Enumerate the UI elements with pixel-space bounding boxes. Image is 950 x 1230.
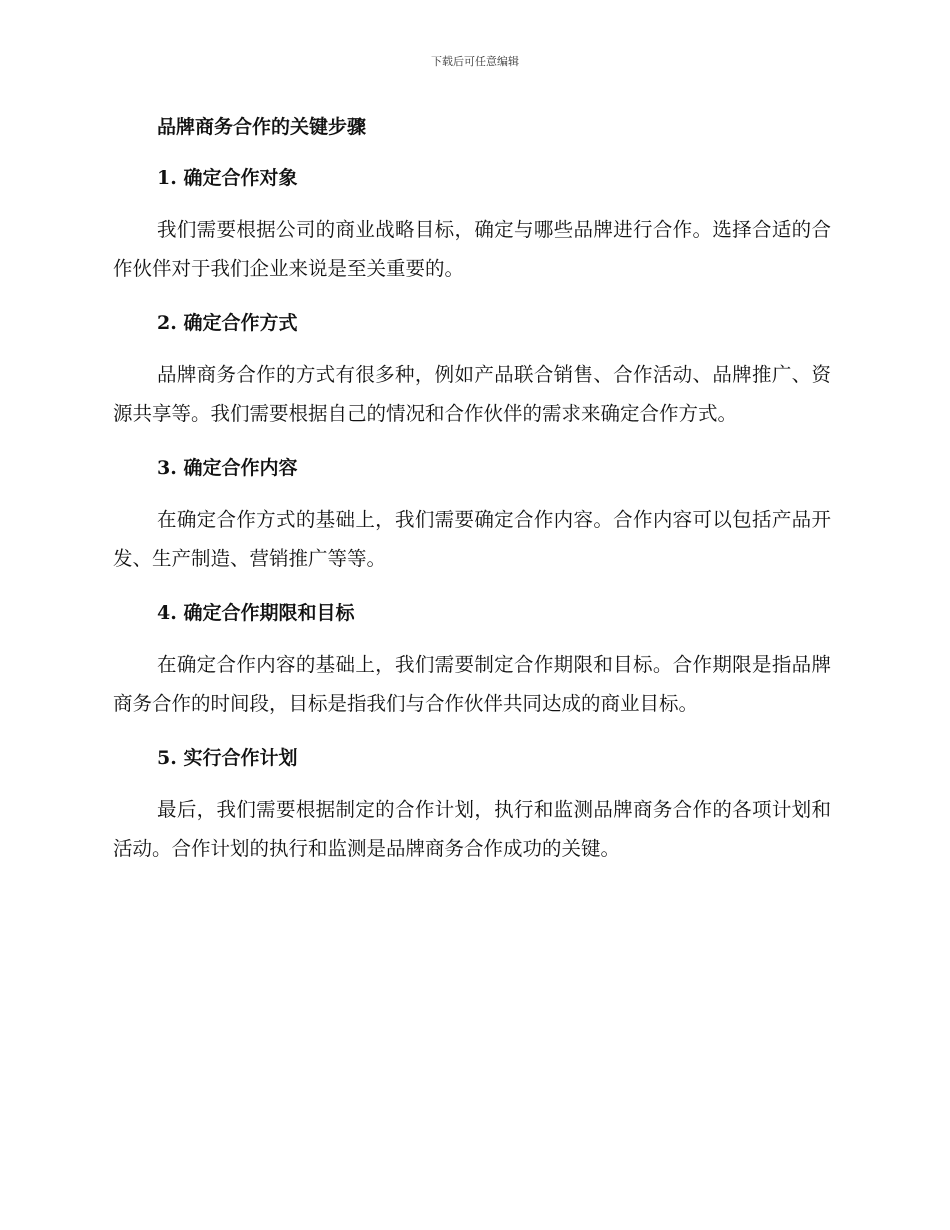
document-title: 品牌商务合作的关键步骤 <box>157 116 367 138</box>
section-body-5: 最后，我们需要根据制定的合作计划，执行和监测品牌商务合作的各项计划和活动。合作计划的执行和监测是品牌商务合作成功的关键。 <box>113 798 831 860</box>
section-body-4: 在确定合作内容的基础上，我们需要制定合作期限和目标。合作期限是指品牌商务合作的时间段，目标是指我们与合作伙伴共同达成的商业目标。 <box>113 653 831 715</box>
section-body-2: 品牌商务合作的方式有很多种，例如产品联合销售、合作活动、品牌推广、资源共享等。我们需要根据自己的情况和合作伙伴的需求来确定合作方式。 <box>113 363 831 425</box>
section-heading-2: 2. 确定合作方式 <box>157 312 298 334</box>
section-body-3: 在确定合作方式的基础上，我们需要确定合作内容。合作内容可以包括产品开发、生产制造、营销推广等等。 <box>113 508 831 570</box>
section-body-1: 我们需要根据公司的商业战略目标，确定与哪些品牌进行合作。选择合适的合作伙伴对于我们企业来说是至关重要的。 <box>113 218 831 280</box>
section-heading-1: 1. 确定合作对象 <box>157 167 298 189</box>
page-header-note: 下载后可任意编辑 <box>431 55 519 68</box>
section-heading-4: 4. 确定合作期限和目标 <box>157 602 355 624</box>
section-heading-5: 5. 实行合作计划 <box>157 747 298 769</box>
section-heading-3: 3. 确定合作内容 <box>157 457 298 479</box>
document-content <box>113 112 831 888</box>
